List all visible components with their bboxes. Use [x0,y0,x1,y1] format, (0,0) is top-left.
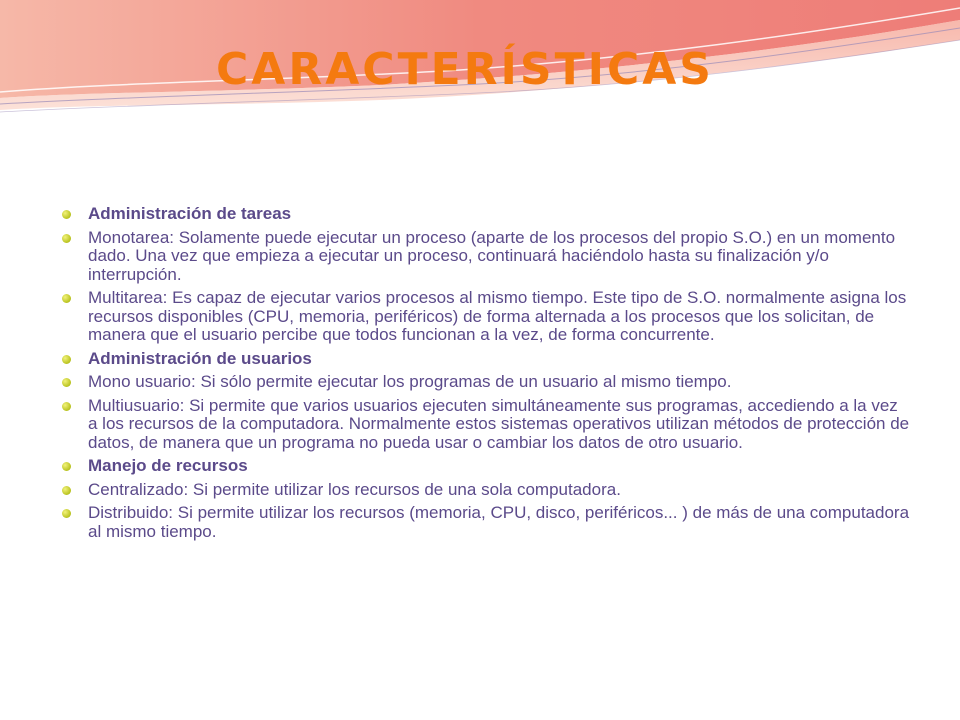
bullet-text: Centralizado: Si permite utilizar los recursos de una sola computadora. [88,479,621,499]
bullet-text: Administración de usuarios [88,348,312,368]
bullet-text: Manejo de recursos [88,456,248,475]
bullet-dot-icon [62,402,71,411]
bullet-text: Multiusuario: Si permite que varios usuarios ejecuten simultáneamente sus programas, accediendo a la vez a los recursos de la computadora. Normalmente estos sistemas operativos utilizan métodos de protección de datos, de manera que un programa no pueda usar o cambiar los datos de otro usuario. [88,395,910,452]
bullet-heading [60,350,910,369]
bullet-dot-icon [62,486,71,495]
bullet-text: Administración de tareas [88,204,292,223]
bullet-dot-icon [62,462,71,471]
bullet-heading [60,205,910,224]
bullet-item [60,397,910,453]
bullet-dot-icon [62,355,71,364]
bullet-dot-icon [62,210,71,219]
bullet-dot-icon [62,509,71,518]
bullet-item [60,229,910,285]
bullet-dot-icon [62,378,71,387]
bullet-item [60,289,910,345]
bullet-item [60,504,910,541]
bullet-text: Multitarea: Es capaz de ejecutar varios procesos al mismo tiempo. Este tipo de S.O. normalmente asigna los recursos disponibles (CPU, memoria, periféricos) de forma alternada a los procesos que los solicitan, de manera que el usuario percibe que todos funcionan a la vez, de forma concurrente. [88,288,907,344]
bullet-text: Monotarea: Solamente puede ejecutar un proceso (aparte de los procesos del propio S.O.) en un momento dado. Una vez que empieza a ejecutar un proceso, continuará haciéndolo hasta su finalización y/o interrupción. [88,227,896,284]
bullet-dot-icon [62,234,71,243]
bullet-item [60,481,910,500]
bullet-text: Mono usuario: Si sólo permite ejecutar los programas de un usuario al mismo tiempo. [88,372,732,391]
bullet-text: Distribuido: Si permite utilizar los recursos (memoria, CPU, disco, periféricos... ) de más de una computadora al mismo tiempo. [88,503,910,541]
slide-title: CARACTERÍSTICAS [216,44,714,95]
bullet-dot-icon [62,294,71,303]
bullet-item [60,373,910,392]
bullet-list [60,205,910,546]
bullet-heading [60,457,910,476]
